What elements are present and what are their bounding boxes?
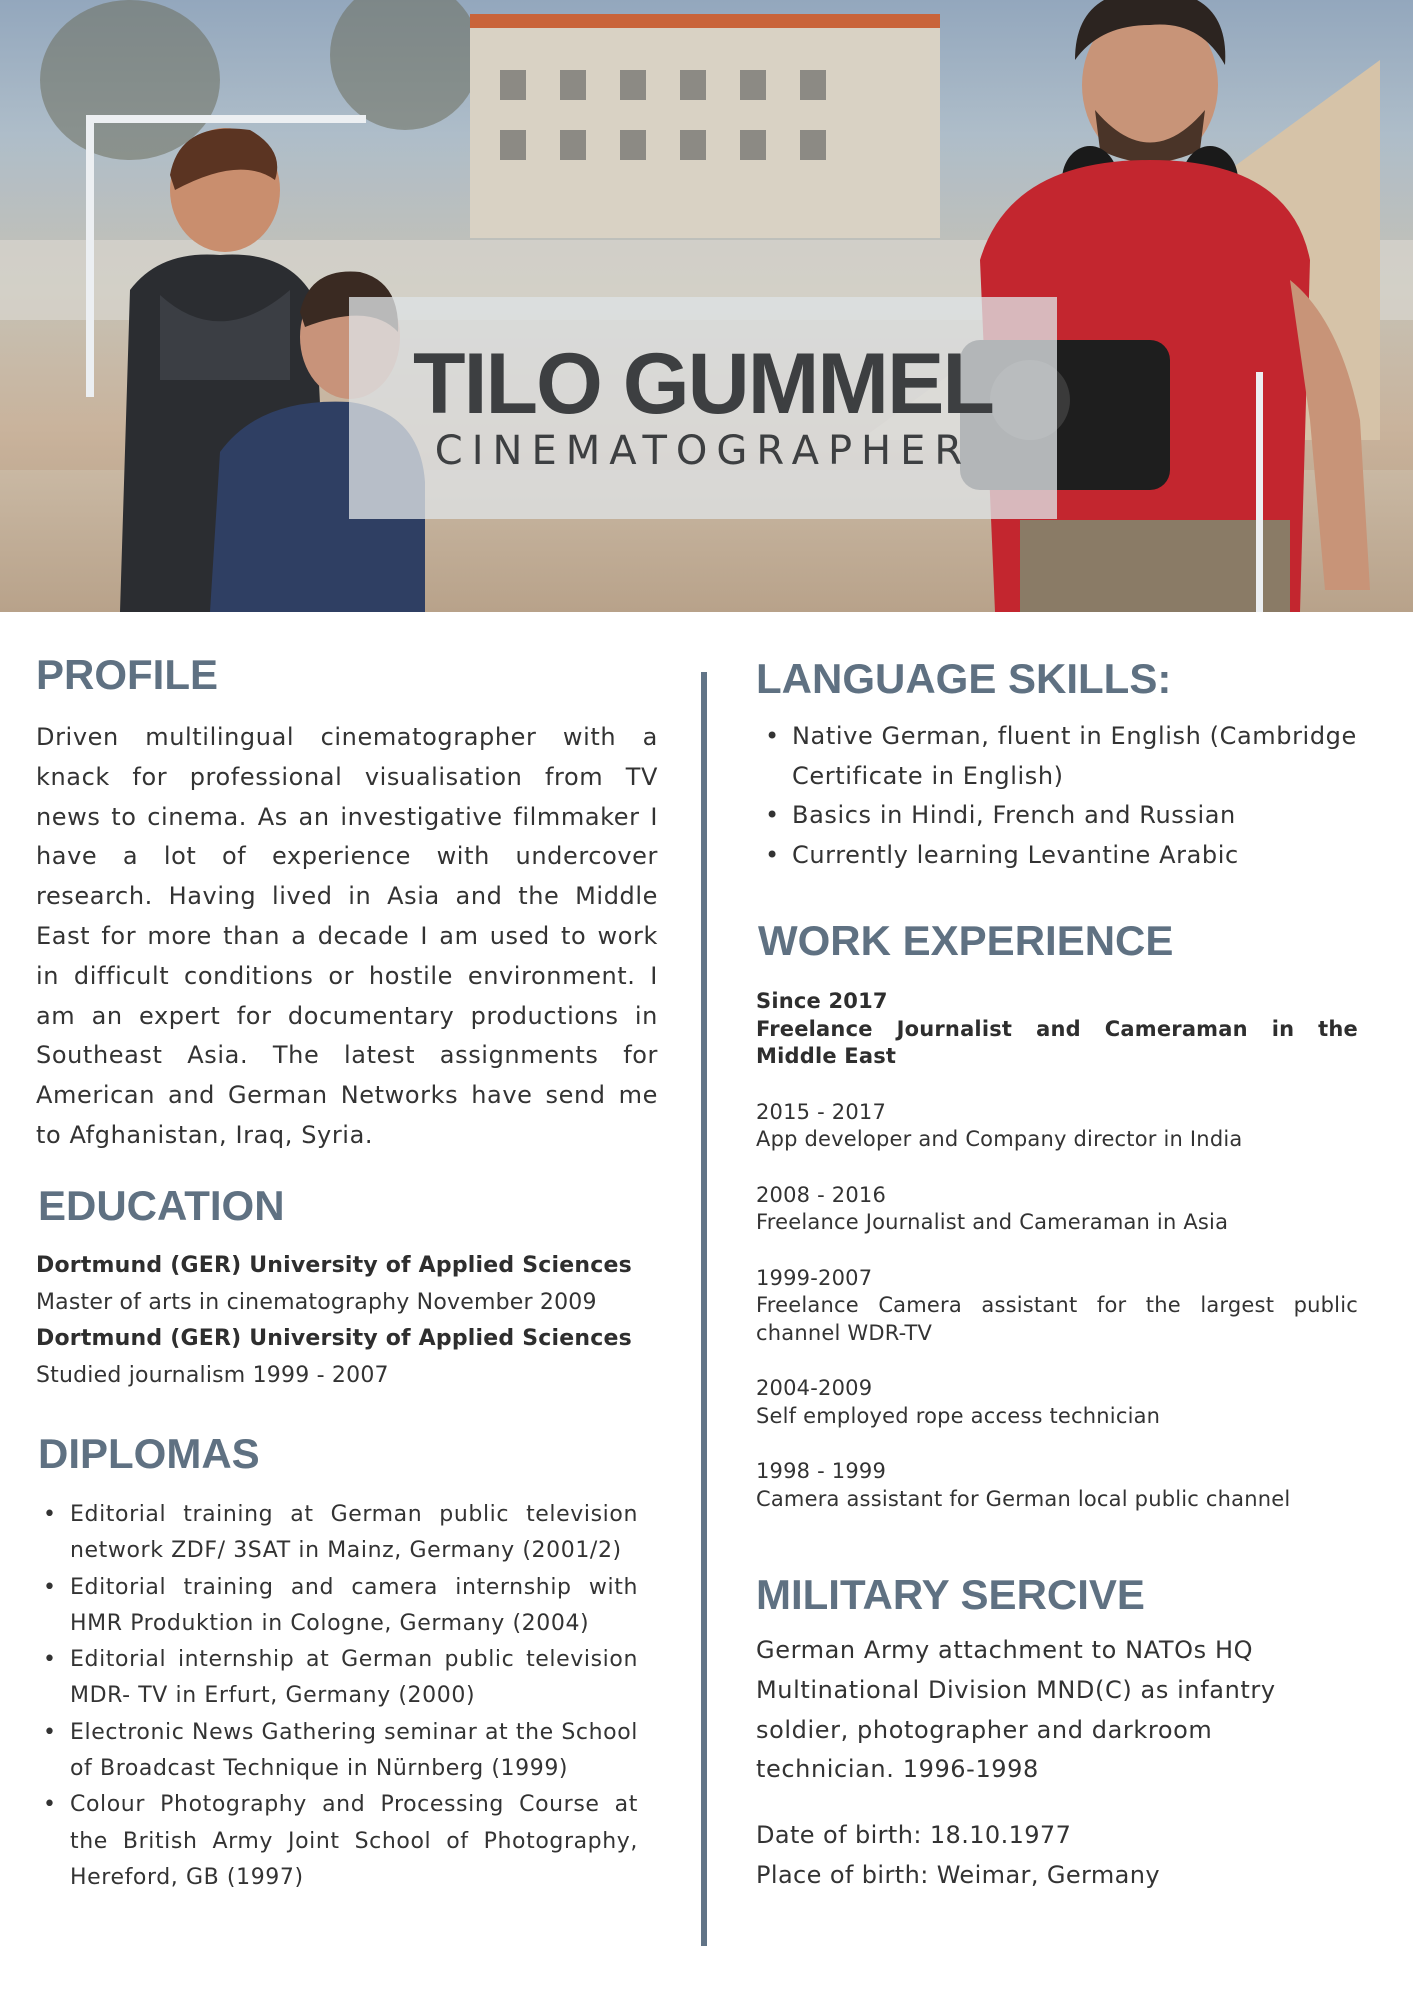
work-title: App developer and Company director in India	[756, 1127, 1243, 1151]
work-list	[756, 988, 1358, 1541]
work-period: Since 2017	[756, 989, 888, 1013]
education-list	[36, 1248, 636, 1394]
work-heading: WORK EXPERIENCE	[758, 917, 1174, 964]
work-title: Camera assistant for German local public channel	[756, 1486, 1291, 1511]
work-item	[756, 1182, 1358, 1237]
education-heading: EDUCATION	[38, 1182, 285, 1229]
list-item: • Native German, fluent in English (Cambridge Certificate in English)	[792, 717, 1372, 796]
birth-place: Place of birth: Weimar, Germany	[756, 1860, 1160, 1889]
military-heading: MILITARY SERCIVE	[756, 1571, 1145, 1618]
profile-heading: PROFILE	[36, 651, 219, 698]
title-box	[349, 297, 1057, 519]
list-item: • Editorial training and camera internship with HMR Produktion in Cologne, Germany (2004)	[70, 1570, 638, 1643]
frame-corner-left	[86, 115, 94, 397]
work-title: Freelance Camera assistant for the largest public channel WDR-TV	[756, 1293, 1358, 1345]
profile-text: Driven multilingual cinematographer with a knack for professional visualisation from TV news to cinema. As an investigative filmmaker I have a lot of experience with undercover research. Having lived in Asia and the Middle East for more than a decade I am used to work in difficult conditions or hostile environment. I am an expert for documentary productions in Southeast Asia. The latest assignments for American and German Networks have send me to Afghanistan, Iraq, Syria.	[36, 723, 658, 1149]
languages-list	[792, 717, 1372, 875]
work-item	[756, 1099, 1358, 1154]
education-detail: Master of arts in cinematography November 2009	[36, 1289, 597, 1315]
person-name: TILO GUMMEL	[413, 336, 993, 432]
work-item	[756, 1265, 1358, 1348]
list-item: • Colour Photography and Processing Course at the British Army Joint School of Photography, Hereford, GB (1997)	[70, 1787, 638, 1896]
work-item	[756, 1375, 1358, 1430]
work-title: Freelance Journalist and Cameraman in the Middle East	[756, 1016, 1358, 1068]
list-item: • Electronic News Gathering seminar at the School of Broadcast Technique in Nürnberg (1999)	[70, 1715, 638, 1788]
list-item: • Editorial internship at German public television MDR- TV in Erfurt, Germany (2000)	[70, 1642, 638, 1715]
list-item: • Currently learning Levantine Arabic	[792, 836, 1372, 876]
work-item	[756, 988, 1358, 1071]
diplomas-heading: DIPLOMAS	[38, 1430, 260, 1477]
languages-heading: LANGUAGE SKILLS:	[756, 655, 1172, 702]
work-period: 2015 - 2017	[756, 1099, 887, 1124]
list-item: • Editorial training at German public television network ZDF/ 3SAT in Mainz, Germany (2001/2)	[70, 1497, 638, 1570]
work-period: 2008 - 2016	[756, 1182, 887, 1207]
header-photo	[0, 0, 1413, 612]
person-role: CINEMATOGRAPHER	[434, 428, 972, 474]
frame-corner-top	[86, 115, 366, 123]
diplomas-list	[70, 1497, 638, 1896]
work-period: 1999-2007	[756, 1265, 873, 1290]
work-period: 1998 - 1999	[756, 1459, 887, 1483]
background-tree	[330, 0, 480, 130]
education-institution: Dortmund (GER) University of Applied Sciences	[36, 1326, 632, 1351]
list-item: • Basics in Hindi, French and Russian	[792, 796, 1372, 836]
column-divider	[701, 672, 707, 1946]
work-title: Freelance Journalist and Cameraman in Asia	[756, 1210, 1229, 1234]
education-institution: Dortmund (GER) University of Applied Sciences	[36, 1253, 632, 1278]
work-item	[756, 1458, 1358, 1513]
military-text: German Army attachment to NATOs HQ Multinational Division MND(C) as infantry soldier, photographer and darkroom technician. 1996-1998	[756, 1636, 1276, 1784]
education-detail: Studied journalism 1999 - 2007	[36, 1362, 389, 1388]
work-period: 2004-2009	[756, 1376, 873, 1400]
frame-corner-right	[1256, 372, 1263, 612]
birth-date: Date of birth: 18.10.1977	[756, 1821, 1072, 1849]
work-title: Self employed rope access technician	[756, 1403, 1161, 1428]
personal-info	[756, 1816, 1316, 1896]
